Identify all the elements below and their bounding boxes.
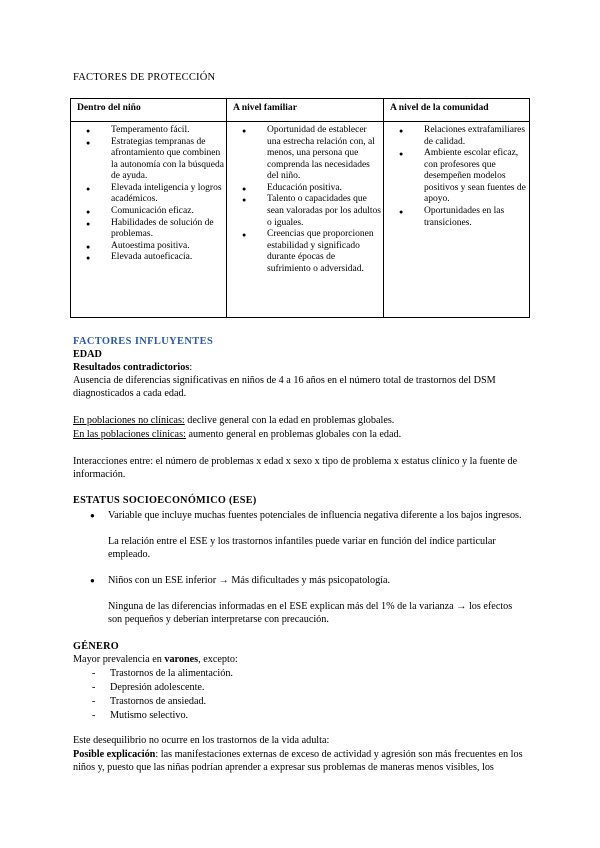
ese-paragraph-1: La relación entre el ESE y los trastornos infantiles puede variar en función del índice particular empleado. <box>108 536 496 561</box>
no-clinicas-text: declive general con la edad en problemas globales. <box>184 415 395 426</box>
dash-icon: - <box>92 668 96 679</box>
table-list-item: ● Estrategias tempranas de afrontamiento que combinen la autonomía con la búsqueda de ayuda. <box>71 137 224 183</box>
posible-text: : las manifestaciones externas de exceso de actividad y agresión son más frecuentes en los niños y, puesto que las niñas podrían aprender a expresar sus problemas de maneras menos visibles, los <box>73 749 523 774</box>
genero-item: Trastornos de ansiedad. <box>110 696 207 707</box>
table-list-item: ● Elevada inteligencia y logros académicos. <box>71 183 224 206</box>
table-list-item: ● Comunicación eficaz. <box>71 206 224 218</box>
genero-item: Depresión adolescente. <box>110 682 205 693</box>
table-list-item: ● Temperamento fácil. <box>71 125 224 137</box>
bullet-icon: ● <box>90 576 95 585</box>
table-list-item: ● Educación positiva. <box>227 183 381 195</box>
genero-item: Mutismo selectivo. <box>110 710 189 721</box>
no-clinicas-label: En poblaciones no clínicas: <box>73 415 185 426</box>
dash-icon: - <box>92 710 96 721</box>
desequilibrio-line: Este desequilibrio no ocurre en los trastornos de la vida adulta: <box>73 735 330 746</box>
table-header: A nivel de la comunidad <box>384 99 530 122</box>
dash-icon: - <box>92 696 96 707</box>
table-list-item: ● Talento o capacidades que sean valoradas por los adultos o iguales. <box>227 194 381 229</box>
table-cell-child <box>71 122 227 318</box>
resultados-colon: : <box>189 362 193 373</box>
table-list-item: ● Ambiente escolar eficaz, con profesores que desempeñen modelos positivos y sean fuentes de apoyo. <box>384 148 527 206</box>
section-heading-influyentes: FACTORES INFLUYENTES <box>73 336 214 347</box>
ese-heading: ESTATUS SOCIOECONÓMICO (ESE) <box>73 495 257 506</box>
clinicas-label: En las poblaciones clínicas: <box>73 429 186 440</box>
table-cell-community <box>384 122 530 318</box>
posible-explicacion-paragraph <box>73 748 528 774</box>
table-list-item: ● Oportunidades en las transiciones. <box>384 206 527 229</box>
protection-factors-table <box>70 98 530 318</box>
table-list-item: ● Oportunidad de establecer una estrecha relación con, al menos, una persona que comprenda las necesidades del niño. <box>227 125 381 183</box>
page-title: FACTORES DE PROTECCIÓN <box>73 72 216 83</box>
mayor-prevalencia-line <box>73 653 238 666</box>
table-header: Dentro del niño <box>71 99 227 122</box>
genero-item: Trastornos de la alimentación. <box>110 668 233 679</box>
clinicas-line <box>73 428 401 441</box>
posible-label: Posible explicación <box>73 749 156 760</box>
resultados-line <box>73 361 192 374</box>
resultados-label: Resultados contradictorios <box>73 362 190 373</box>
clinicas-text: aumento general en problemas globales con la edad. <box>185 429 402 440</box>
table-list-item: ● Autoestima positiva. <box>71 241 224 253</box>
genero-heading: GÉNERO <box>73 641 119 652</box>
table-list-item: ● Elevada autoeficacia. <box>71 252 224 264</box>
dash-icon: - <box>92 682 96 693</box>
table-list-item: ● Creencias que proporcionen estabilidad y significado durante épocas de sufrimiento o adversidad. <box>227 229 381 275</box>
no-clinicas-line <box>73 414 394 427</box>
ausencia-paragraph: Ausencia de diferencias significativas en niños de 4 a 16 años en el número total de trastornos del DSM diagnosticados a cada edad. <box>73 375 496 400</box>
table-header: A nivel familiar <box>227 99 384 122</box>
ese-bullet-1: Variable que incluye muchas fuentes potenciales de influencia negativa diferente a los bajos ingresos. <box>108 510 522 521</box>
bullet-icon: ● <box>90 511 95 520</box>
mayor-post: , excepto: <box>198 654 238 665</box>
table-list-item: ● Relaciones extrafamiliares de calidad. <box>384 125 527 148</box>
table-list-item: ● Habilidades de solución de problemas. <box>71 218 224 241</box>
edad-heading: EDAD <box>73 349 102 360</box>
mayor-pre: Mayor prevalencia en <box>73 654 165 665</box>
mayor-bold: varones <box>164 654 199 665</box>
interacciones-paragraph: Interacciones entre: el número de problemas x edad x sexo x tipo de problema x estatus clínico y la fuente de información. <box>73 456 518 481</box>
table-cell-family <box>227 122 384 318</box>
ese-bullet-2: Niños con un ESE inferior → Más dificultades y más psicopatología. <box>108 575 391 586</box>
ese-paragraph-2: Ninguna de las diferencias informadas en el ESE explican más del 1% de la varianza → los efectos son pequeños y deberían interpretarse con precaución. <box>108 601 513 626</box>
